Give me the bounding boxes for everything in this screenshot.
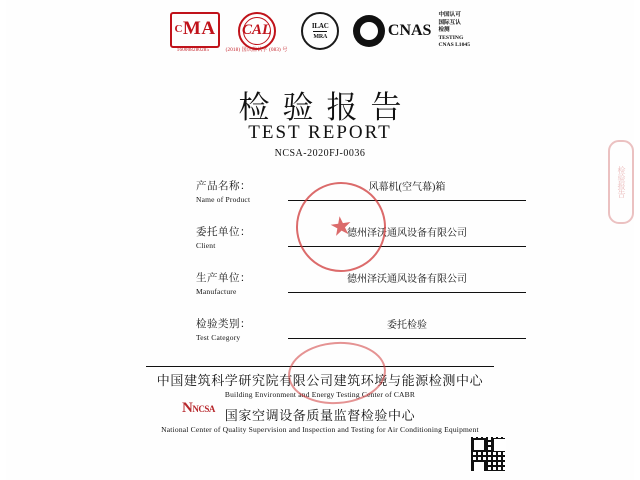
field-label-en: Client (196, 241, 216, 250)
ncsa-logo-mark: NNCSA (182, 400, 215, 416)
org-name-en-1: Building Environment and Energy Testing Center of CABR (224, 390, 416, 399)
page-title-cn: 检验报告 (238, 90, 415, 125)
field-value-product-name: 风幕机(空气幕)箱 (288, 178, 526, 201)
cma-certification-mark (170, 12, 216, 54)
cma-caption: 160008280285 (176, 48, 210, 53)
side-edge-seal: 检验报告 (608, 140, 634, 224)
field-label-test-category (196, 316, 288, 342)
org-name-cn-2: 国家空调设备质量监督检验中心 (224, 408, 416, 423)
field-label-manufacture (196, 270, 288, 296)
cal-caption: (2018) 国认监认字 (083) 号 (225, 48, 288, 53)
cnas-line-2: 国际互认 (438, 19, 461, 26)
field-label-cn: 产品名称： (196, 181, 251, 192)
field-value-client: 德州泽沃通风设备有限公司 (288, 224, 526, 247)
cma-badge-icon: CMA (170, 12, 216, 46)
report-number: NCSA-2020FJ-0036 (274, 148, 366, 159)
field-row-product-name (196, 178, 526, 224)
org-name-cn-1: 中国建筑科学研究院有限公司建筑环境与能源检测中心 (156, 373, 484, 388)
ncsa-label: NCSA (192, 404, 215, 414)
seal-star-icon: ★ (327, 210, 355, 243)
field-row-test-category (196, 316, 526, 362)
cnas-label: CNAS (387, 21, 432, 39)
org-name-en-2: National Center of Quality Supervision and Inspection and Testing for Air Conditioning Equipment (161, 425, 479, 434)
field-label-client (196, 224, 288, 250)
cal-badge-icon: CAL (234, 12, 280, 46)
cnas-line-3: 检测 (438, 27, 450, 34)
field-label-en: Test Category (196, 333, 241, 342)
field-row-client (196, 224, 526, 270)
ilac-label: ILAC (311, 21, 329, 30)
field-label-cn: 生产单位： (196, 273, 251, 284)
mra-label: MRA (313, 31, 327, 41)
field-label-product-name (196, 178, 288, 204)
issuing-organization (0, 370, 640, 434)
page-title-en: TEST REPORT (248, 122, 392, 143)
cnas-line-4: TESTING (438, 34, 464, 41)
ilac-mra-badge-icon (297, 12, 343, 46)
field-label-en: Manufacture (196, 287, 237, 296)
field-row-manufacture (196, 270, 526, 316)
cnas-line-1: 中国认可 (438, 12, 461, 18)
field-value-manufacture: 德州泽沃通风设备有限公司 (288, 270, 526, 293)
field-label-cn: 检验类别： (196, 319, 251, 330)
cnas-line-5: CNAS L1045 (438, 42, 470, 49)
ilac-mra-certification-mark (297, 12, 343, 48)
field-label-en: Name of Product (196, 195, 251, 204)
cal-certification-mark (226, 12, 288, 54)
cnas-detail-lines (438, 12, 470, 50)
cnas-certification-mark (353, 12, 470, 50)
certification-logo-strip (170, 12, 470, 72)
qr-code (470, 436, 506, 472)
report-fields (196, 178, 526, 362)
field-value-test-category: 委托检验 (288, 316, 526, 339)
footer-divider (146, 366, 494, 367)
field-label-cn: 委托单位： (196, 227, 251, 238)
cnas-badge-icon (353, 15, 385, 47)
